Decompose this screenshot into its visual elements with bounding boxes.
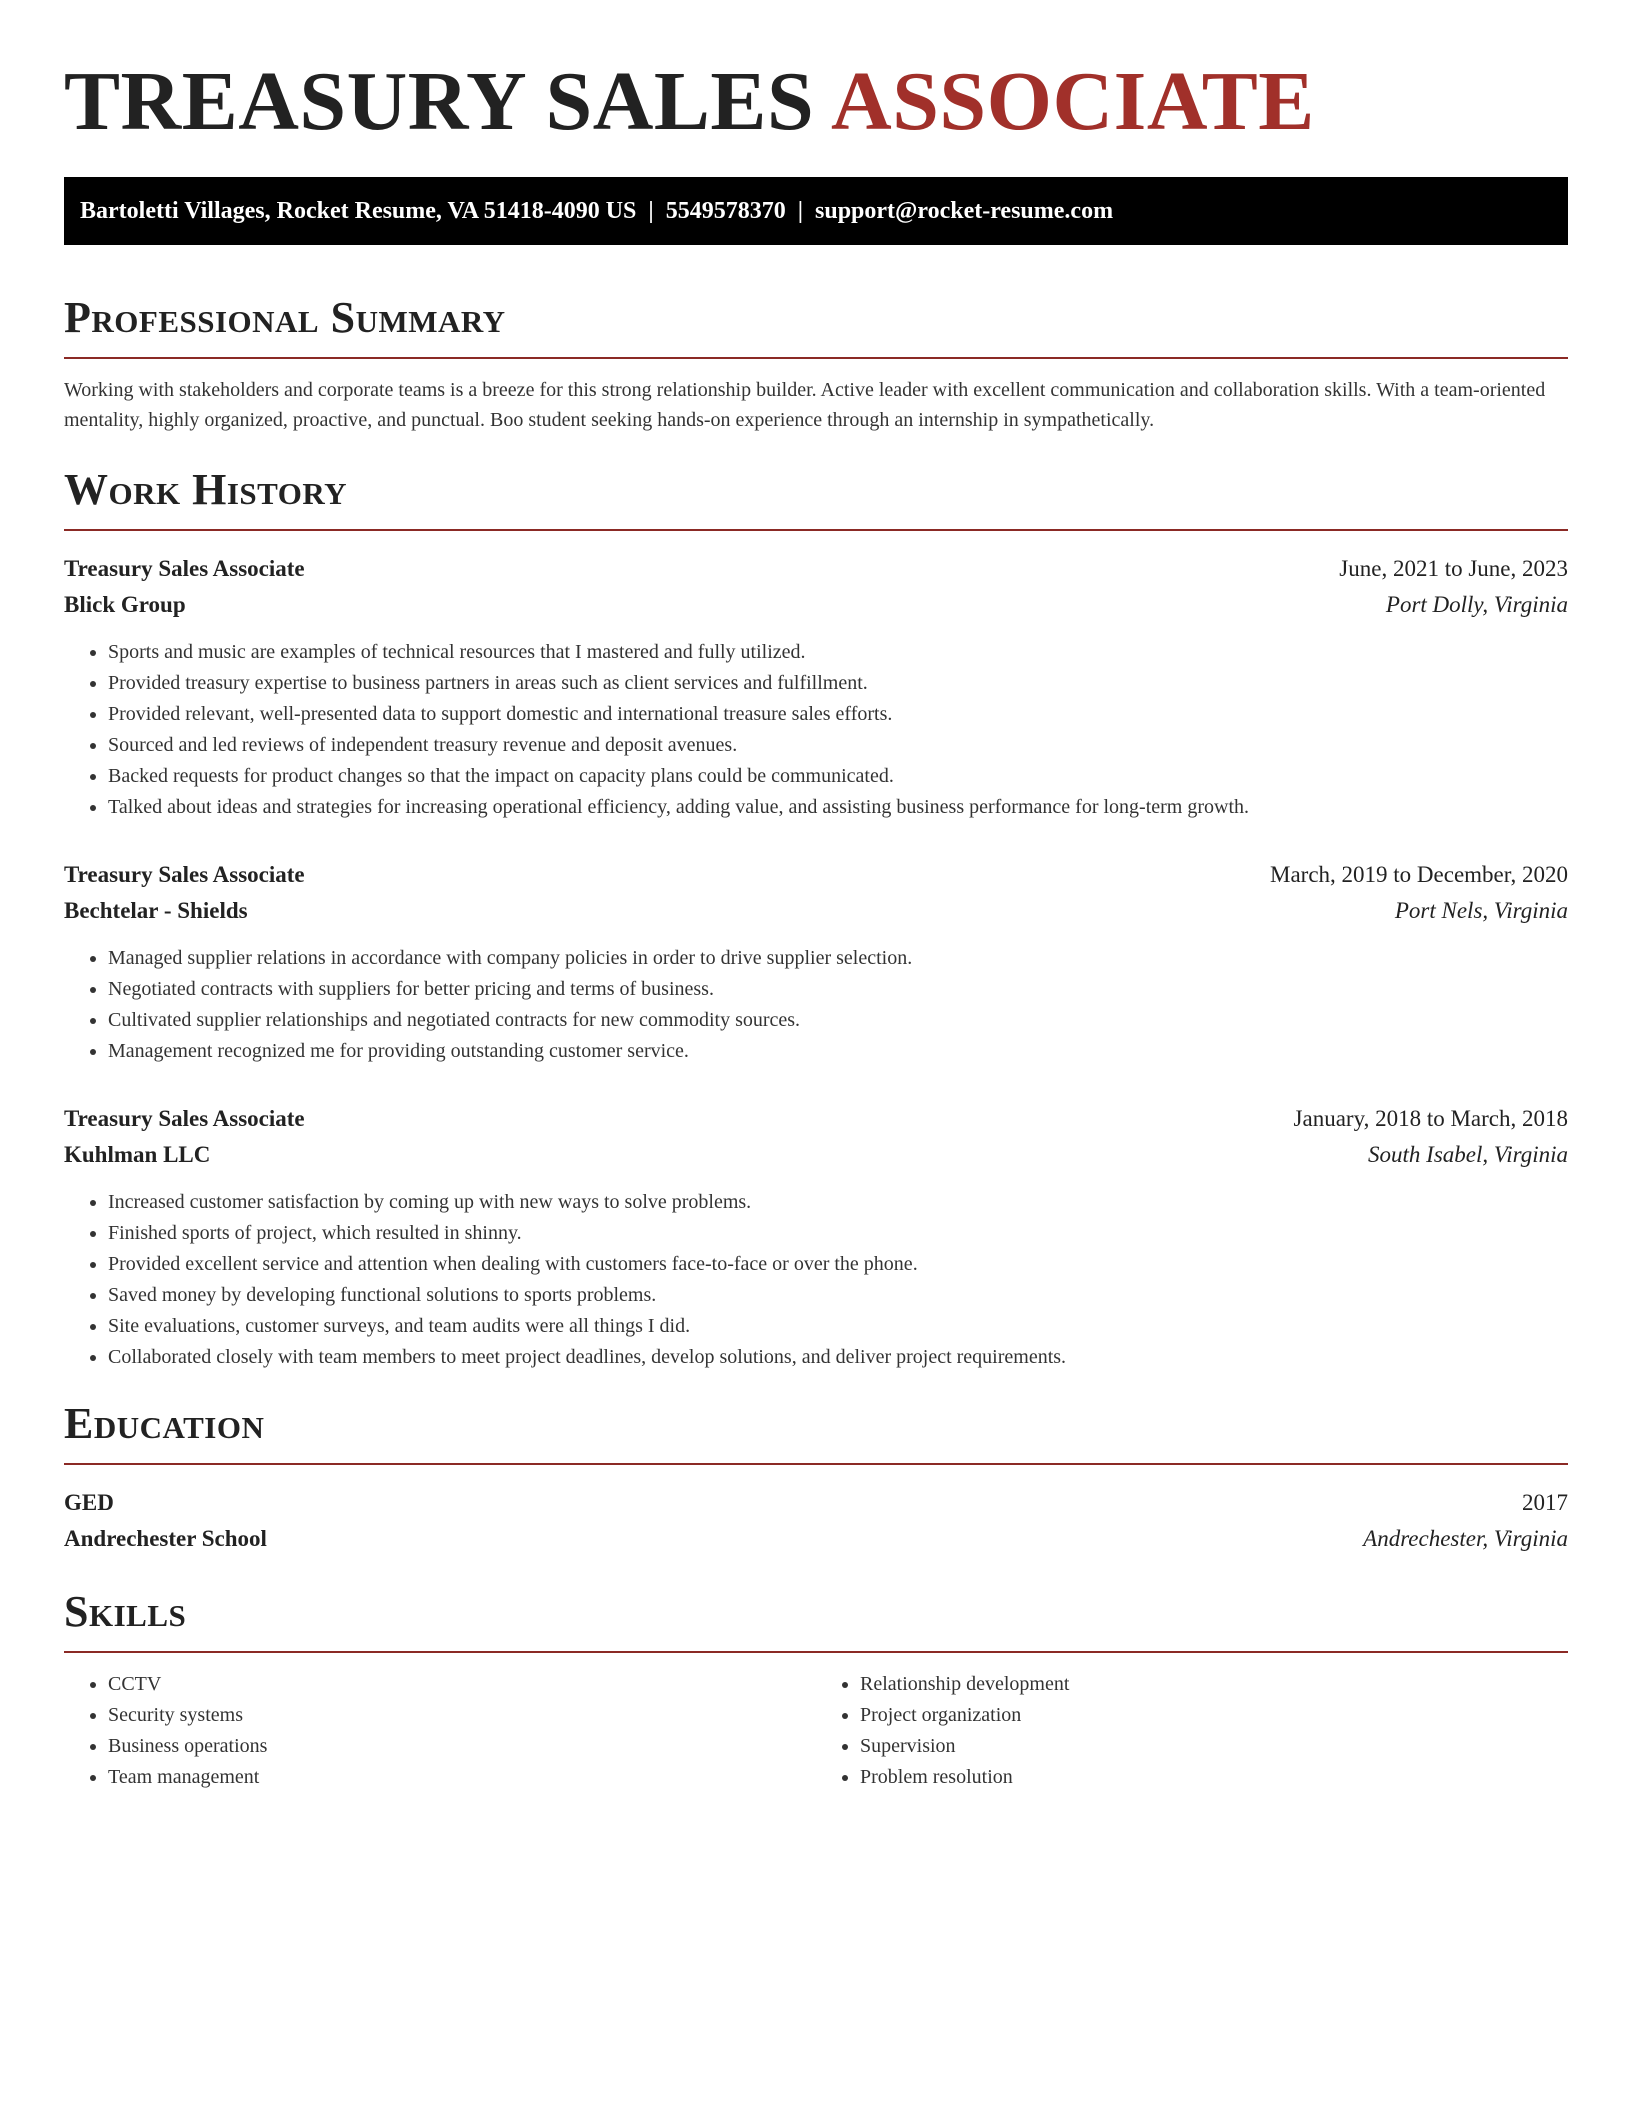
education-entry <box>64 1485 1568 1557</box>
job-bullet: • Sports and music are examples of technical resources that I mastered and fully utilized. <box>108 637 1568 668</box>
skills-column-left <box>64 1669 816 1793</box>
job-company: Bechtelar - Shields <box>64 898 248 923</box>
job-location: Port Dolly, Virginia <box>1385 592 1568 617</box>
job-company: Kuhlman LLC <box>64 1142 211 1167</box>
job-company: Blick Group <box>64 592 186 617</box>
work-history-section <box>64 465 1568 1373</box>
job-bullet: • Talked about ideas and strategies for increasing operational efficiency, adding value, and assisting business performance for long-term growth. <box>108 792 1568 823</box>
job-bullets <box>64 637 1568 823</box>
job-location: South Isabel, Virginia <box>1368 1142 1568 1167</box>
summary-text: Working with stakeholders and corporate teams is a breeze for this strong relationship builder. Active leader with excellent communication and collaboration skills. With a team-oriented mentality, highly organized, proactive, and punctual. Boo student seeking hands-on experience through an internship in sympathetically. <box>64 379 1546 431</box>
job-bullets <box>64 1187 1568 1373</box>
section-heading-education: Education <box>64 1399 265 1448</box>
skills-section <box>64 1587 1568 1793</box>
job-bullet: • Management recognized me for providing outstanding customer service. <box>108 1036 1568 1067</box>
section-heading-skills: Skills <box>64 1587 187 1636</box>
contact-address: Bartoletti Villages, Rocket Resume, VA 51418-4090 US <box>80 198 637 224</box>
skill-item: • Supervision <box>860 1731 1568 1762</box>
skill-item: • Relationship development <box>860 1669 1568 1700</box>
job-entry <box>64 551 1568 823</box>
job-bullet: • Provided treasury expertise to business partners in areas such as client services and fulfillment. <box>108 668 1568 699</box>
job-bullet: • Cultivated supplier relationships and negotiated contracts for new commodity sources. <box>108 1005 1568 1036</box>
skill-item: • Problem resolution <box>860 1762 1568 1793</box>
section-divider <box>64 1651 1568 1653</box>
job-bullet: • Sourced and led reviews of independent treasury revenue and deposit avenues. <box>108 730 1568 761</box>
job-bullet: • Collaborated closely with team members to meet project deadlines, develop solutions, and deliver project requirements. <box>108 1342 1568 1373</box>
job-bullet: • Negotiated contracts with suppliers for better pricing and terms of business. <box>108 974 1568 1005</box>
skill-item: • Team management <box>108 1762 816 1793</box>
job-bullet: • Provided excellent service and attention when dealing with customers face-to-face or over the phone. <box>108 1249 1568 1280</box>
job-dates: March, 2019 to December, 2020 <box>1270 862 1568 887</box>
education-year: 2017 <box>1522 1490 1568 1515</box>
job-bullet: • Managed supplier relations in accordance with company policies in order to drive supplier selection. <box>108 943 1568 974</box>
section-divider <box>64 529 1568 531</box>
skills-list <box>64 1669 1568 1793</box>
skill-item: • Business operations <box>108 1731 816 1762</box>
job-dates: January, 2018 to March, 2018 <box>1293 1106 1568 1131</box>
contact-bar <box>64 177 1568 245</box>
education-degree: GED <box>64 1490 114 1515</box>
education-location: Andrechester, Virginia <box>1363 1526 1568 1551</box>
contact-email: support@rocket-resume.com <box>815 198 1114 224</box>
job-bullets <box>64 943 1568 1067</box>
job-bullet: • Backed requests for product changes so that the impact on capacity plans could be communicated. <box>108 761 1568 792</box>
job-title: Treasury Sales Associate <box>64 556 305 581</box>
contact-separator: | <box>797 198 803 224</box>
job-location: Port Nels, Virginia <box>1394 898 1568 923</box>
skill-item: • CCTV <box>108 1669 816 1700</box>
skill-item: • Security systems <box>108 1700 816 1731</box>
job-entry <box>64 857 1568 1067</box>
job-entry <box>64 1101 1568 1373</box>
title-accent: ASSOCIATE <box>831 55 1315 148</box>
job-title: Treasury Sales Associate <box>64 1106 305 1131</box>
summary-section <box>64 293 1568 435</box>
section-divider <box>64 357 1568 359</box>
section-heading-summary: Professional Summary <box>64 293 506 342</box>
skills-column-right <box>816 1669 1568 1793</box>
job-bullet: • Saved money by developing functional solutions to sports problems. <box>108 1280 1568 1311</box>
job-bullet: • Provided relevant, well-presented data to support domestic and international treasure sales efforts. <box>108 699 1568 730</box>
contact-phone: 5549578370 <box>665 198 786 224</box>
resume-title <box>64 52 1568 152</box>
contact-separator: | <box>648 198 654 224</box>
job-dates: June, 2021 to June, 2023 <box>1339 556 1568 581</box>
job-title: Treasury Sales Associate <box>64 862 305 887</box>
section-heading-work-history: Work History <box>64 465 348 514</box>
education-section <box>64 1399 1568 1557</box>
skill-item: • Project organization <box>860 1700 1568 1731</box>
job-bullet: • Site evaluations, customer surveys, and team audits were all things I did. <box>108 1311 1568 1342</box>
education-school: Andrechester School <box>64 1526 267 1551</box>
title-primary: TREASURY SALES <box>64 55 815 148</box>
job-bullet: • Increased customer satisfaction by coming up with new ways to solve problems. <box>108 1187 1568 1218</box>
section-divider <box>64 1463 1568 1465</box>
job-bullet: • Finished sports of project, which resulted in shinny. <box>108 1218 1568 1249</box>
